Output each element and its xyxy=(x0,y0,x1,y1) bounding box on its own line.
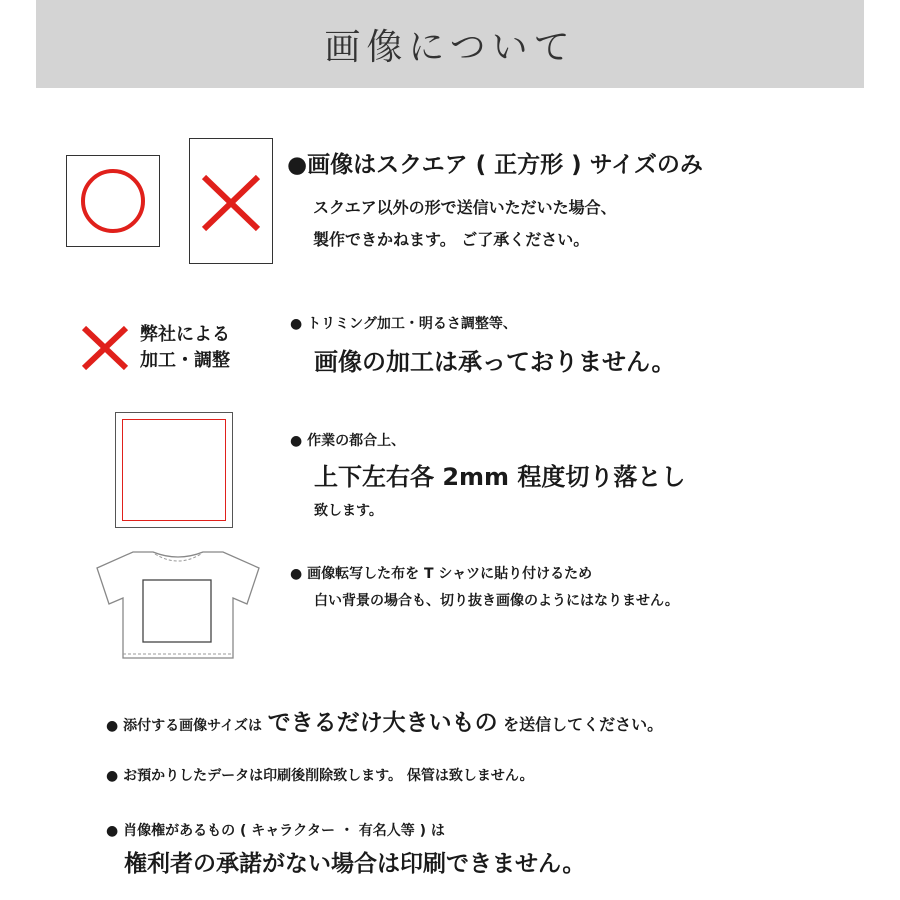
section1-line1: スクエア以外の形で送信いただいた場合、 xyxy=(313,198,617,217)
note1-prefix: ● 添付する画像サイズは xyxy=(106,718,262,734)
section3-subheading-row xyxy=(290,430,405,450)
icon-label-line1: 弊社による xyxy=(140,324,230,345)
note1-emphasis: できるだけ大きいもの xyxy=(267,710,498,736)
section2-subheading-row xyxy=(290,313,517,333)
cross-icon xyxy=(80,322,132,374)
section4-line1-row xyxy=(290,563,592,583)
section4-line2: 白い背景の場合も、切り抜き画像のようにはなりません。 xyxy=(314,593,679,609)
circle-ok-icon xyxy=(67,156,159,246)
section1-heading: ●画像はスクエア ( 正方形 ) サイズのみ xyxy=(287,152,703,178)
bullet: ● xyxy=(290,433,303,449)
note-2: ● お預かりしたデータは印刷後削除致します。 保管は致しません。 xyxy=(106,768,534,784)
nonsquare-example-ng xyxy=(189,138,273,264)
section4-line1: 画像転写した布を T シャツに貼り付けるため xyxy=(307,566,593,582)
note1-suffix: を送信してください。 xyxy=(503,715,664,734)
icon-label-line2: 加工・調整 xyxy=(140,350,230,371)
section2-heading: 画像の加工は承っておりません。 xyxy=(314,348,676,376)
note-3-line2: 権利者の承諾がない場合は印刷できません。 xyxy=(124,851,586,877)
page-title: 画像について xyxy=(324,26,576,68)
note-1 xyxy=(106,704,663,737)
bullet: ● xyxy=(290,316,303,332)
section3-heading: 上下左右各 2mm 程度切り落とし xyxy=(314,463,686,491)
section3-line: 致します。 xyxy=(314,503,383,519)
square-example-ok xyxy=(66,155,160,247)
section3-subheading: 作業の都合上、 xyxy=(307,433,406,449)
tshirt-icon xyxy=(93,548,263,660)
note-3-line1: ● 肖像権があるもの ( キャラクター ・ 有名人等 ) は xyxy=(106,823,445,839)
section2-subheading: トリミング加工・明るさ調整等、 xyxy=(307,316,517,332)
bullet: ● xyxy=(290,566,303,582)
section1-line2: 製作できかねます。 ご了承ください。 xyxy=(313,230,590,249)
crop-line xyxy=(122,419,226,521)
cross-ng-icon xyxy=(190,139,272,263)
page-header xyxy=(36,0,864,88)
crop-square-icon xyxy=(115,412,233,528)
